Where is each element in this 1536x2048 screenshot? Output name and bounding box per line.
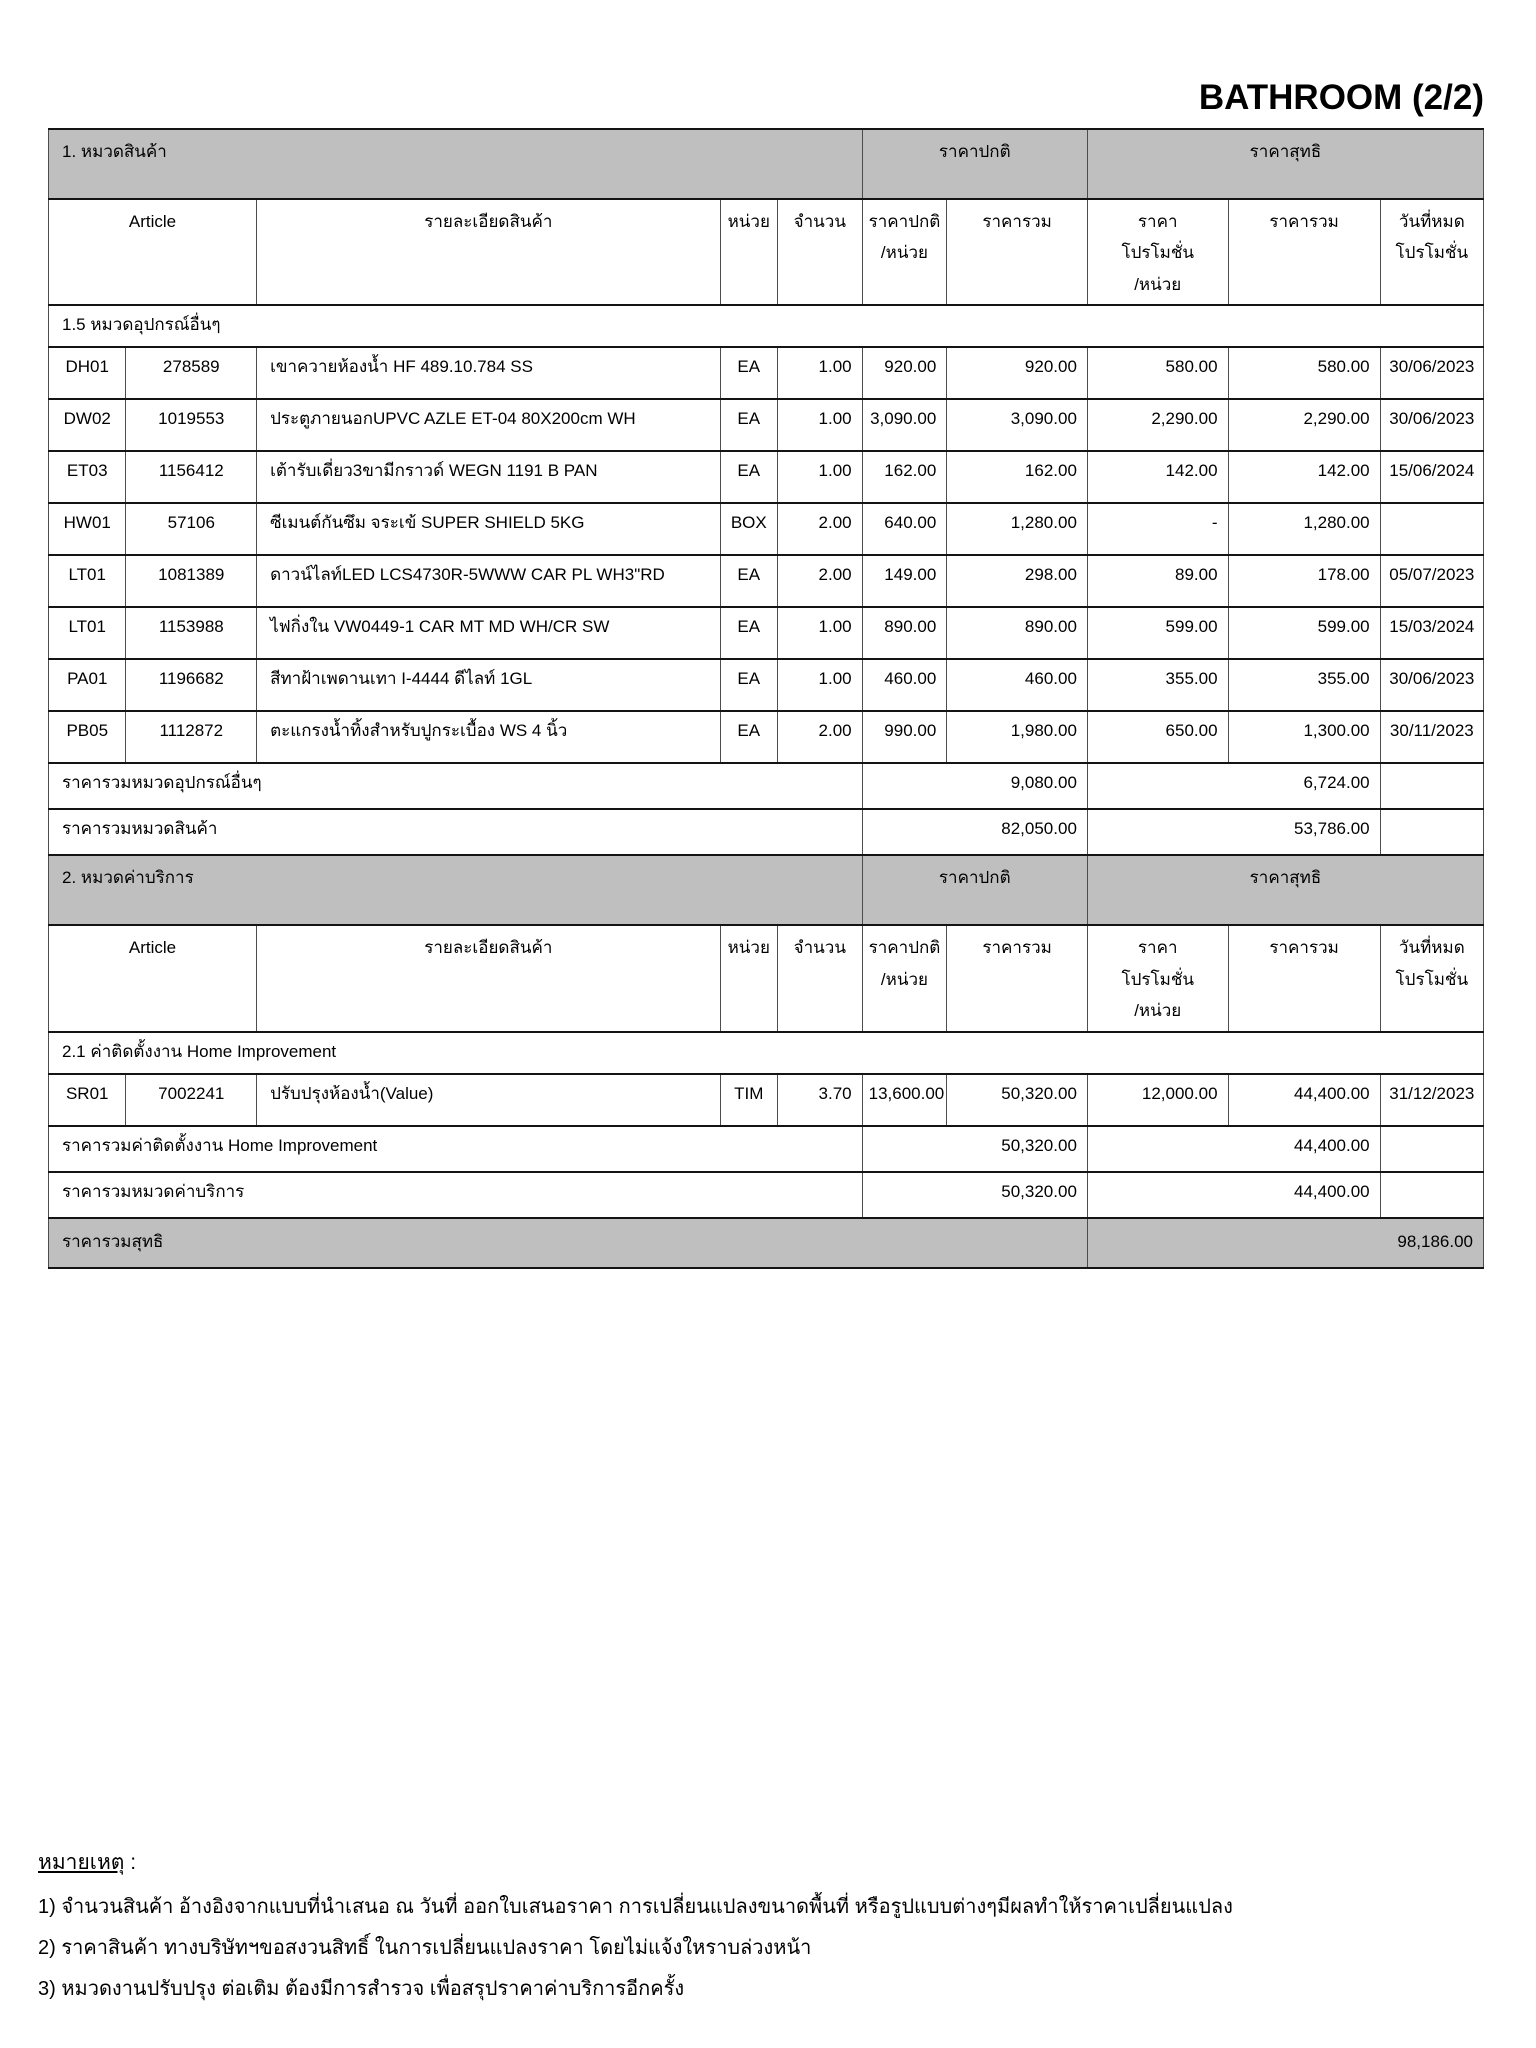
table-row <box>49 711 1484 763</box>
section-title: 1. หมวดสินค้า <box>49 129 863 199</box>
total-row-services <box>49 1172 1484 1218</box>
subtotal-end-empty <box>1380 1126 1483 1172</box>
cell-qty: 2.00 <box>777 711 862 763</box>
table-row <box>49 555 1484 607</box>
cell-unit: EA <box>720 555 777 607</box>
col-article: Article <box>49 925 257 1031</box>
col-promo-per-unit: ราคา โปรโมชั่น /หน่วย <box>1087 199 1228 305</box>
cell-unit: EA <box>720 607 777 659</box>
cell-unit: EA <box>720 347 777 399</box>
col-unit: หน่วย <box>720 925 777 1031</box>
cell-price: 149.00 <box>862 555 947 607</box>
subsection-title: 2.1 ค่าติดตั้งงาน Home Improvement <box>49 1032 1484 1074</box>
table-row <box>49 503 1484 555</box>
cell-article: 1081389 <box>126 555 257 607</box>
col-description: รายละเอียดสินค้า <box>257 925 721 1031</box>
cell-promo-end: 30/06/2023 <box>1380 399 1483 451</box>
cell-price: 640.00 <box>862 503 947 555</box>
cell-total: 1,980.00 <box>947 711 1088 763</box>
column-header-row <box>49 925 1484 1031</box>
cell-code: LT01 <box>49 555 126 607</box>
cell-article: 1019553 <box>126 399 257 451</box>
subtotal-net: 6,724.00 <box>1087 763 1380 809</box>
total-normal: 50,320.00 <box>862 1172 1087 1218</box>
column-header-row <box>49 199 1484 305</box>
total-net: 53,786.00 <box>1087 809 1380 855</box>
cell-promo-total: 2,290.00 <box>1228 399 1380 451</box>
cell-unit: EA <box>720 659 777 711</box>
cell-code: ET03 <box>49 451 126 503</box>
cell-total: 890.00 <box>947 607 1088 659</box>
table-row <box>49 399 1484 451</box>
cell-description: ประตูภายนอกUPVC AZLE ET-04 80X200cm WH <box>257 399 721 451</box>
cell-promo: 89.00 <box>1087 555 1228 607</box>
cell-promo-total: 599.00 <box>1228 607 1380 659</box>
subtotal-normal: 9,080.00 <box>862 763 1087 809</box>
cell-qty: 1.00 <box>777 347 862 399</box>
col-promo-total: ราคารวม <box>1228 925 1380 1031</box>
note-3: 3) หมวดงานปรับปรุง ต่อเติม ต้องมีการสำรวจ เพื่อสรุปราคาค่าบริการอีกครั้ง <box>38 1978 685 2001</box>
grand-total-row <box>49 1218 1484 1268</box>
grand-total-label: ราคารวมสุทธิ <box>49 1218 1088 1268</box>
cell-description: ซีเมนต์กันซึม จระเข้ SUPER SHIELD 5KG <box>257 503 721 555</box>
cell-code: SR01 <box>49 1074 126 1126</box>
quotation-table <box>48 128 1484 1269</box>
table-row <box>49 451 1484 503</box>
col-total: ราคารวม <box>947 199 1088 305</box>
cell-description: ไฟกิ่งใน VW0449-1 CAR MT MD WH/CR SW <box>257 607 721 659</box>
cell-promo: 599.00 <box>1087 607 1228 659</box>
table-row <box>49 659 1484 711</box>
section-header-services <box>49 855 1484 925</box>
group-header-net-price: ราคาสุทธิ <box>1087 129 1483 199</box>
cell-code: HW01 <box>49 503 126 555</box>
cell-price: 3,090.00 <box>862 399 947 451</box>
group-header-net-price: ราคาสุทธิ <box>1087 855 1483 925</box>
cell-promo-total: 1,280.00 <box>1228 503 1380 555</box>
cell-price: 13,600.00 <box>862 1074 947 1126</box>
total-label: ราคารวมหมวดค่าบริการ <box>49 1172 863 1218</box>
col-promo-end-date: วันที่หมด โปรโมชั่น <box>1380 199 1483 305</box>
cell-code: LT01 <box>49 607 126 659</box>
cell-promo: 142.00 <box>1087 451 1228 503</box>
cell-total: 3,090.00 <box>947 399 1088 451</box>
cell-description: เขาควายห้องน้ำ HF 489.10.784 SS <box>257 347 721 399</box>
cell-promo-end: 15/06/2024 <box>1380 451 1483 503</box>
cell-qty: 1.00 <box>777 451 862 503</box>
cell-promo-total: 355.00 <box>1228 659 1380 711</box>
cell-qty: 2.00 <box>777 555 862 607</box>
cell-promo-end: 30/11/2023 <box>1380 711 1483 763</box>
cell-unit: EA <box>720 399 777 451</box>
note-1: 1) จำนวนสินค้า อ้างอิงจากแบบที่นำเสนอ ณ วันที่ ออกใบเสนอราคา การเปลี่ยนแปลงขนาดพื้นที่ หรือรูปแบบต่างๆมีผลทำให้ราคาเปลี่ยนแปลง <box>38 1896 1233 1919</box>
group-header-normal-price: ราคาปกติ <box>862 129 1087 199</box>
cell-article: 1196682 <box>126 659 257 711</box>
cell-promo: 355.00 <box>1087 659 1228 711</box>
cell-qty: 3.70 <box>777 1074 862 1126</box>
section-header-products <box>49 129 1484 199</box>
cell-promo: 650.00 <box>1087 711 1228 763</box>
subtotal-label: ราคารวมหมวดอุปกรณ์อื่นๆ <box>49 763 863 809</box>
notes-heading: หมายเหตุ : <box>38 1851 137 1874</box>
cell-total: 460.00 <box>947 659 1088 711</box>
total-end-empty <box>1380 809 1483 855</box>
cell-promo-end: 05/07/2023 <box>1380 555 1483 607</box>
cell-unit: TIM <box>720 1074 777 1126</box>
cell-promo-end: 31/12/2023 <box>1380 1074 1483 1126</box>
col-price-per-unit: ราคาปกติ /หน่วย <box>862 925 947 1031</box>
cell-description: ตะแกรงน้ำทิ้งสำหรับปูกระเบื้อง WS 4 นิ้ว <box>257 711 721 763</box>
cell-unit: BOX <box>720 503 777 555</box>
total-normal: 82,050.00 <box>862 809 1087 855</box>
subtotal-net: 44,400.00 <box>1087 1126 1380 1172</box>
cell-code: DH01 <box>49 347 126 399</box>
cell-code: PA01 <box>49 659 126 711</box>
cell-price: 162.00 <box>862 451 947 503</box>
cell-article: 57106 <box>126 503 257 555</box>
cell-article: 7002241 <box>126 1074 257 1126</box>
cell-unit: EA <box>720 711 777 763</box>
col-unit: หน่วย <box>720 199 777 305</box>
col-total: ราคารวม <box>947 925 1088 1031</box>
total-net: 44,400.00 <box>1087 1172 1380 1218</box>
cell-promo: 580.00 <box>1087 347 1228 399</box>
subtotal-end-empty <box>1380 763 1483 809</box>
cell-promo-total: 1,300.00 <box>1228 711 1380 763</box>
cell-promo-total: 44,400.00 <box>1228 1074 1380 1126</box>
cell-article: 278589 <box>126 347 257 399</box>
col-promo-per-unit: ราคา โปรโมชั่น /หน่วย <box>1087 925 1228 1031</box>
page-title: BATHROOM (2/2) <box>1198 78 1484 117</box>
note-2: 2) ราคาสินค้า ทางบริษัทฯขอสงวนสิทธิ์ ในการเปลี่ยนแปลงราคา โดยไม่แจ้งใหราบล่วงหน้า <box>38 1937 812 1960</box>
table-row <box>49 1074 1484 1126</box>
cell-unit: EA <box>720 451 777 503</box>
col-promo-total: ราคารวม <box>1228 199 1380 305</box>
cell-description: ดาวน์ไลท์LED LCS4730R-5WWW CAR PL WH3"RD <box>257 555 721 607</box>
cell-description: สีทาฝ้าเพดานเทา I-4444 ดีไลท์ 1GL <box>257 659 721 711</box>
col-qty: จำนวน <box>777 199 862 305</box>
col-article: Article <box>49 199 257 305</box>
col-description: รายละเอียดสินค้า <box>257 199 721 305</box>
total-row-products <box>49 809 1484 855</box>
subsection-title: 1.5 หมวดอุปกรณ์อื่นๆ <box>49 305 1484 347</box>
cell-total: 50,320.00 <box>947 1074 1088 1126</box>
col-promo-end-date: วันที่หมด โปรโมชั่น <box>1380 925 1483 1031</box>
notes-section <box>38 1848 1518 2016</box>
grand-total-value: 98,186.00 <box>1087 1218 1483 1268</box>
cell-description: ปรับปรุงห้องน้ำ(Value) <box>257 1074 721 1126</box>
cell-promo: 2,290.00 <box>1087 399 1228 451</box>
cell-article: 1112872 <box>126 711 257 763</box>
section-title: 2. หมวดค่าบริการ <box>49 855 863 925</box>
cell-qty: 2.00 <box>777 503 862 555</box>
cell-promo-end: 30/06/2023 <box>1380 659 1483 711</box>
cell-total: 298.00 <box>947 555 1088 607</box>
group-header-normal-price: ราคาปกติ <box>862 855 1087 925</box>
cell-promo-total: 580.00 <box>1228 347 1380 399</box>
cell-promo-total: 142.00 <box>1228 451 1380 503</box>
subtotal-label: ราคารวมค่าติดตั้งงาน Home Improvement <box>49 1126 863 1172</box>
table-row <box>49 347 1484 399</box>
cell-price: 920.00 <box>862 347 947 399</box>
cell-price: 990.00 <box>862 711 947 763</box>
cell-article: 1156412 <box>126 451 257 503</box>
cell-description: เต้ารับเดี่ยว3ขามีกราวด์ WEGN 1191 B PAN <box>257 451 721 503</box>
cell-total: 1,280.00 <box>947 503 1088 555</box>
col-price-per-unit: ราคาปกติ /หน่วย <box>862 199 947 305</box>
cell-qty: 1.00 <box>777 399 862 451</box>
cell-qty: 1.00 <box>777 607 862 659</box>
cell-promo-total: 178.00 <box>1228 555 1380 607</box>
cell-code: DW02 <box>49 399 126 451</box>
cell-code: PB05 <box>49 711 126 763</box>
cell-article: 1153988 <box>126 607 257 659</box>
subtotal-normal: 50,320.00 <box>862 1126 1087 1172</box>
total-label: ราคารวมหมวดสินค้า <box>49 809 863 855</box>
total-end-empty <box>1380 1172 1483 1218</box>
subtotal-row-installation <box>49 1126 1484 1172</box>
cell-promo: - <box>1087 503 1228 555</box>
cell-total: 162.00 <box>947 451 1088 503</box>
cell-promo-end: 30/06/2023 <box>1380 347 1483 399</box>
table-row <box>49 607 1484 659</box>
cell-price: 460.00 <box>862 659 947 711</box>
subtotal-row-equipment <box>49 763 1484 809</box>
col-qty: จำนวน <box>777 925 862 1031</box>
cell-price: 890.00 <box>862 607 947 659</box>
cell-promo-end: 15/03/2024 <box>1380 607 1483 659</box>
subsection-row <box>49 305 1484 347</box>
cell-total: 920.00 <box>947 347 1088 399</box>
cell-promo-end <box>1380 503 1483 555</box>
subsection-row <box>49 1032 1484 1074</box>
cell-promo: 12,000.00 <box>1087 1074 1228 1126</box>
cell-qty: 1.00 <box>777 659 862 711</box>
